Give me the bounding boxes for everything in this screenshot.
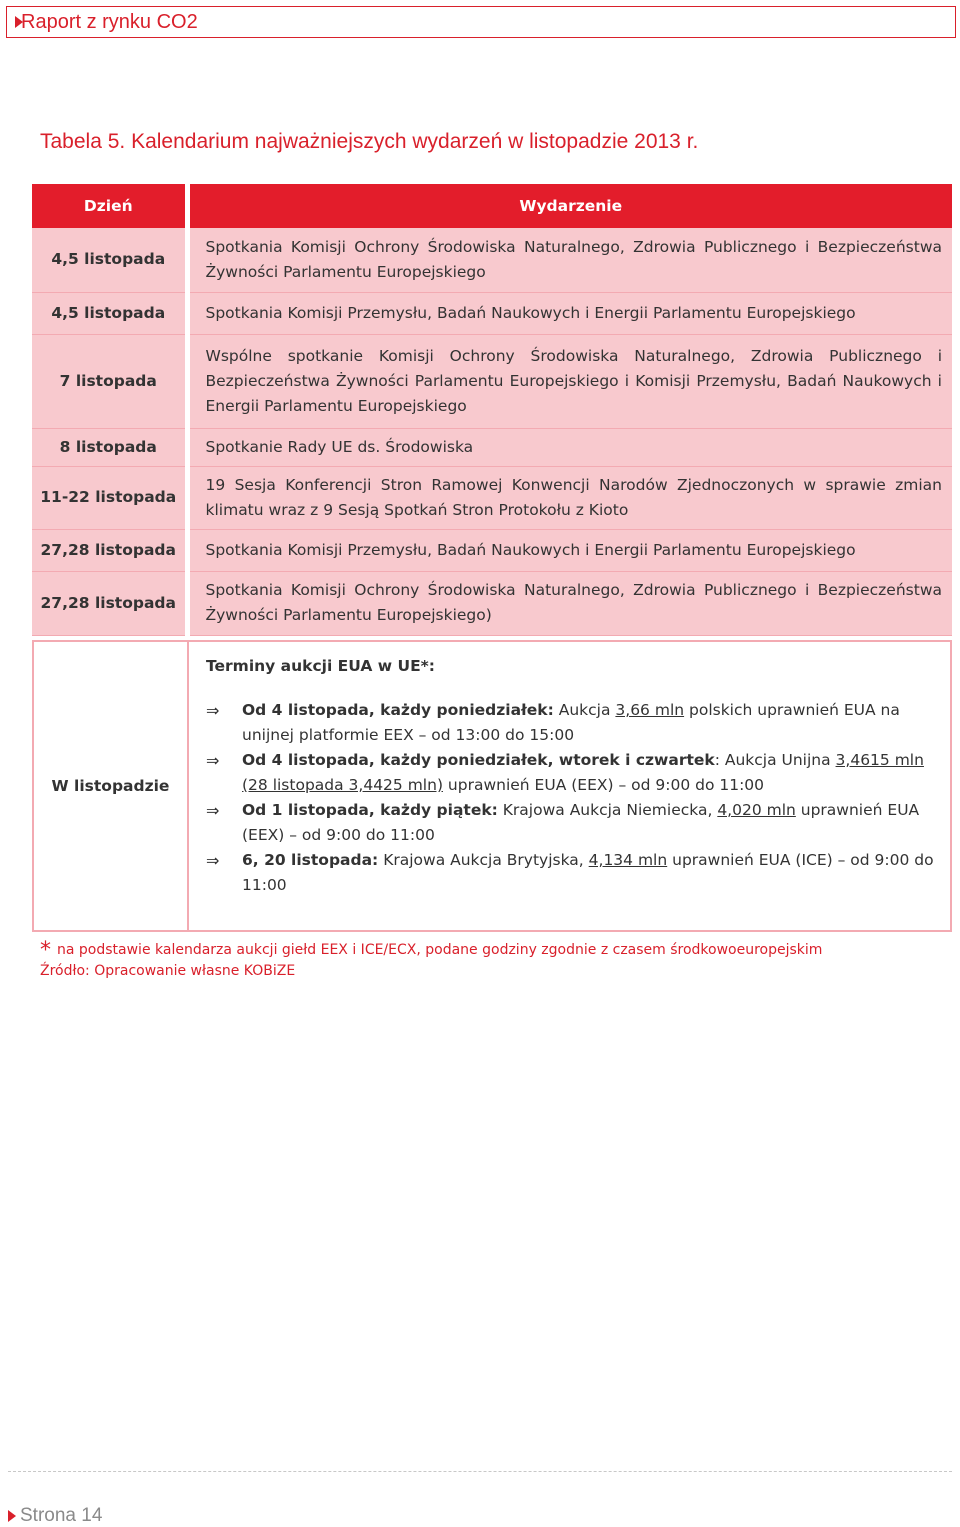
row-event: Spotkania Komisji Przemysłu, Badań Naukowych i Energii Parlamentu Europejskiego [187, 292, 952, 334]
column-header-day: Dzień [32, 184, 187, 228]
table-header-row [32, 184, 952, 228]
table-row [32, 571, 952, 635]
footnote-source: Źródło: Opracowanie własne KOBiZE [40, 963, 296, 979]
auction-desc: Krajowa Aukcja Brytyjska, [378, 851, 589, 869]
row-day: 4,5 listopada [32, 292, 187, 334]
rightwards-double-arrow-icon: ⇒ [206, 851, 220, 870]
rightwards-double-arrow-icon: ⇒ [206, 751, 220, 770]
auction-volume: 4,020 mln [717, 801, 796, 819]
auction-desc: Aukcja [553, 701, 616, 719]
row-event: Spotkanie Rady UE ds. Środowiska [187, 428, 952, 466]
row-day: 11-22 listopada [32, 466, 187, 529]
footnote [40, 940, 822, 982]
list-item [206, 848, 941, 898]
row-event: Spotkania Komisji Przemysłu, Badań Naukowych i Energii Parlamentu Europejskiego [187, 529, 952, 571]
table-row [32, 228, 952, 292]
list-item [206, 698, 941, 748]
table-row [32, 428, 952, 466]
auction-desc: Krajowa Aukcja Niemiecka, [497, 801, 718, 819]
auction-schedule: Od 4 listopada, każdy poniedziałek, wtorek i czwartek [242, 751, 715, 769]
page-number: Strona 14 [20, 1505, 103, 1526]
footnote-star: * [40, 938, 51, 963]
row-day: 8 listopada [32, 428, 187, 466]
auction-schedule: 6, 20 listopada: [242, 851, 379, 869]
table-row [32, 466, 952, 529]
table-row [32, 529, 952, 571]
report-header [6, 6, 956, 38]
auction-details: uprawnień EUA (EEX) – od 9:00 do 11:00 [443, 776, 765, 794]
footnote-note-line [40, 940, 822, 961]
auction-schedule: Od 4 listopada, każdy poniedziałek: [242, 701, 554, 719]
row-event: 19 Sesja Konferencji Stron Ramowej Konwencji Narodów Zjednoczonych w sprawie zmian klimatu wraz z 9 Sesją Spotkań Stron Protokołu z Kioto [187, 466, 952, 529]
triangle-right-icon [8, 1510, 16, 1522]
rightwards-double-arrow-icon: ⇒ [206, 701, 220, 720]
column-header-event: Wydarzenie [187, 184, 952, 228]
auction-desc: : Aukcja Unijna [714, 751, 836, 769]
auction-volume: 3,66 mln [615, 701, 685, 719]
auction-volume: 3,4615 mln (28 listopada 3,4425 mln) [242, 751, 924, 794]
list-item [206, 798, 941, 848]
table-row [32, 334, 952, 428]
rightwards-double-arrow-icon: ⇒ [206, 801, 220, 820]
row-day: 27,28 listopada [32, 571, 187, 635]
row-event: Spotkania Komisji Ochrony Środowiska Naturalnego, Zdrowia Publicznego i Bezpieczeństwa Żywności Parlamentu Europejskiego) [187, 571, 952, 635]
auction-schedule: Od 1 listopada, każdy piątek: [242, 801, 498, 819]
auction-details: uprawnień EUA (EEX) – od 9:00 do 11:00 [242, 801, 920, 844]
footnote-note: na podstawie kalendarza aukcji giełd EEX i ICE/ECX, podane godziny zgodnie z czasem środkowoeuropejskim [57, 942, 823, 958]
row-day: 27,28 listopada [32, 529, 187, 571]
auctions-heading: Terminy aukcji EUA w UE*: [206, 657, 435, 675]
auction-details: uprawnień EUA (ICE) – od 9:00 do 11:00 [242, 851, 934, 894]
table-row [32, 292, 952, 334]
list-item [206, 748, 941, 798]
footer-divider [8, 1471, 952, 1472]
row-day: 7 listopada [32, 334, 187, 428]
auction-volume: 4,134 mln [588, 851, 668, 869]
report-title: Raport z rynku CO2 [21, 11, 198, 33]
auctions-period: W listopadzie [34, 642, 189, 930]
auctions-list [206, 698, 941, 898]
events-calendar-table [32, 184, 952, 636]
row-event: Spotkania Komisji Ochrony Środowiska Naturalnego, Zdrowia Publicznego i Bezpieczeństwa Żywności Parlamentu Europejskiego [187, 228, 952, 292]
row-day: 4,5 listopada [32, 228, 187, 292]
table-caption: Tabela 5. Kalendarium najważniejszych wydarzeń w listopadzie 2013 r. [40, 130, 699, 153]
auctions-box [32, 640, 952, 932]
auction-details: polskich uprawnień EUA na unijnej platformie EEX – od 13:00 do 15:00 [242, 701, 900, 744]
row-event: Wspólne spotkanie Komisji Ochrony Środowiska Naturalnego, Zdrowia Publicznego i Bezpieczeństwa Żywności Parlamentu Europejskiego i Komisji Przemysłu, Badań Naukowych i Energii Parlamentu Europejskiego [187, 334, 952, 428]
